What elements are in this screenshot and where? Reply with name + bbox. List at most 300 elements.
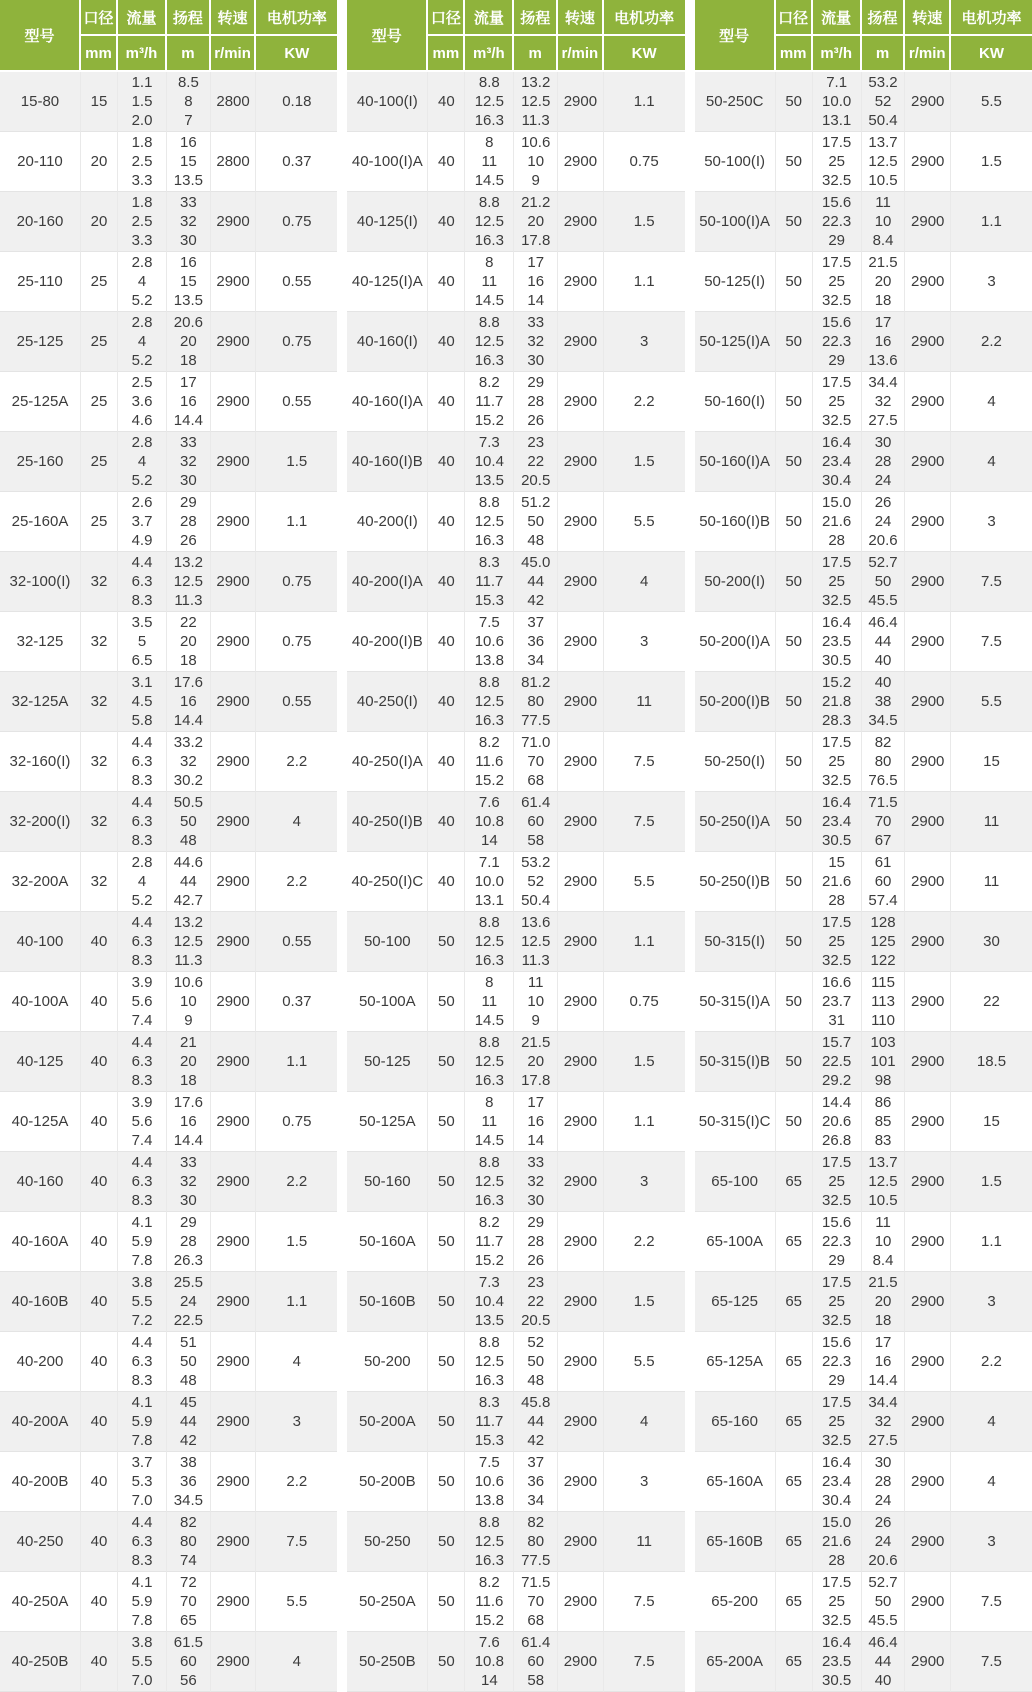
head-cell: 82 80 77.5 [514,1512,558,1572]
head-cell: 33 32 30 [514,312,558,372]
model-cell: 40-100A [0,972,81,1032]
power-cell: 3 [951,252,1032,312]
head-cell: 46.4 44 40 [862,1632,906,1692]
diameter-cell: 50 [428,1152,465,1212]
table-row [347,72,684,132]
col-header-power: 电机功率 [951,0,1032,36]
flow-cell: 17.5 25 32.5 [813,372,862,432]
head-cell: 61.4 60 58 [514,1632,558,1692]
speed-cell: 2900 [211,1332,257,1392]
diameter-cell: 50 [428,972,465,1032]
power-cell: 18.5 [951,1032,1032,1092]
model-cell: 50-125(I) [695,252,776,312]
speed-cell: 2900 [558,1632,604,1692]
head-cell: 34.4 32 27.5 [862,372,906,432]
head-cell: 17 16 13.6 [862,312,906,372]
power-cell: 5.5 [604,852,685,912]
model-cell: 40-100 [0,912,81,972]
model-cell: 50-125A [347,1092,428,1152]
head-cell: 37 36 34 [514,1452,558,1512]
speed-cell: 2900 [211,252,257,312]
power-cell: 0.55 [256,252,337,312]
diameter-cell: 40 [428,72,465,132]
speed-cell: 2900 [905,1032,951,1092]
speed-cell: 2900 [211,972,257,1032]
model-cell: 40-160(I)A [347,372,428,432]
head-cell: 61.5 60 56 [167,1632,211,1692]
table-row [0,312,337,372]
power-cell: 0.75 [256,552,337,612]
power-cell: 4 [951,1392,1032,1452]
table-row [0,72,337,132]
diameter-cell: 40 [428,132,465,192]
table-row [347,252,684,312]
diameter-cell: 25 [81,432,118,492]
pump-table-middle [347,0,684,1692]
flow-cell: 4.1 5.9 7.8 [118,1392,167,1452]
model-cell: 50-160 [347,1152,428,1212]
model-cell: 50-200B [347,1452,428,1512]
table-row [695,1452,1032,1512]
table-row [347,972,684,1032]
model-cell: 25-125 [0,312,81,372]
table-row [695,1512,1032,1572]
table-row [347,1212,684,1272]
model-cell: 50-100(I) [695,132,776,192]
model-cell: 50-160B [347,1272,428,1332]
diameter-cell: 15 [81,72,118,132]
table-row [347,1152,684,1212]
model-cell: 40-160 [0,1152,81,1212]
head-cell: 17 16 14.4 [862,1332,906,1392]
speed-cell: 2900 [905,492,951,552]
table-row [695,372,1032,432]
power-cell: 2.2 [604,1212,685,1272]
model-cell: 65-100 [695,1152,776,1212]
head-cell: 13.7 12.5 10.5 [862,132,906,192]
model-cell: 50-315(I)A [695,972,776,1032]
head-cell: 82 80 76.5 [862,732,906,792]
flow-cell: 14.4 20.6 26.8 [813,1092,862,1152]
table-row [347,372,684,432]
head-cell: 11 10 9 [514,972,558,1032]
flow-cell: 4.4 6.3 8.3 [118,732,167,792]
model-cell: 50-315(I) [695,912,776,972]
flow-cell: 8.8 12.5 16.3 [465,672,514,732]
speed-cell: 2900 [905,1632,951,1692]
speed-cell: 2900 [905,1272,951,1332]
power-cell: 11 [951,852,1032,912]
table-row [695,612,1032,672]
diameter-cell: 20 [81,132,118,192]
table-row [347,432,684,492]
power-cell: 2.2 [256,852,337,912]
diameter-cell: 50 [776,612,813,672]
speed-cell: 2900 [905,852,951,912]
head-cell: 29 28 26.3 [167,1212,211,1272]
table-row [695,912,1032,972]
model-cell: 25-110 [0,252,81,312]
power-cell: 7.5 [951,1632,1032,1692]
table-row [347,732,684,792]
flow-cell: 8.2 11.7 15.2 [465,1212,514,1272]
model-cell: 40-160(I)B [347,432,428,492]
col-header-flow-unit: m³/h [813,36,862,72]
head-cell: 23 22 20.5 [514,432,558,492]
col-header-power-unit: KW [951,36,1032,72]
power-cell: 4 [604,1392,685,1452]
head-cell: 17 16 14.4 [167,372,211,432]
model-cell: 32-200A [0,852,81,912]
table-row [695,552,1032,612]
flow-cell: 7.5 10.6 13.8 [465,1452,514,1512]
flow-cell: 8.8 12.5 16.3 [465,1332,514,1392]
col-header-power-unit: KW [256,36,337,72]
speed-cell: 2900 [905,192,951,252]
diameter-cell: 40 [428,792,465,852]
flow-cell: 17.5 25 32.5 [813,1572,862,1632]
table-row [695,1092,1032,1152]
diameter-cell: 65 [776,1332,813,1392]
head-cell: 72 70 65 [167,1572,211,1632]
head-cell: 38 36 34.5 [167,1452,211,1512]
speed-cell: 2900 [905,252,951,312]
model-cell: 50-200(I)A [695,612,776,672]
diameter-cell: 50 [776,852,813,912]
power-cell: 7.5 [604,1572,685,1632]
model-cell: 50-160(I) [695,372,776,432]
table-row [0,1272,337,1332]
head-cell: 26 24 20.6 [862,1512,906,1572]
power-cell: 2.2 [951,1332,1032,1392]
model-cell: 65-160 [695,1392,776,1452]
flow-cell: 7.6 10.8 14 [465,1632,514,1692]
flow-cell: 15 21.6 28 [813,852,862,912]
diameter-cell: 65 [776,1512,813,1572]
flow-cell: 7.3 10.4 13.5 [465,432,514,492]
power-cell: 1.1 [604,72,685,132]
model-cell: 32-200(I) [0,792,81,852]
diameter-cell: 50 [776,1092,813,1152]
table-row [0,252,337,312]
speed-cell: 2900 [211,1392,257,1452]
head-cell: 44.6 44 42.7 [167,852,211,912]
model-cell: 50-250A [347,1572,428,1632]
flow-cell: 4.1 5.9 7.8 [118,1212,167,1272]
col-header-head: 扬程 [514,0,558,36]
speed-cell: 2900 [211,792,257,852]
col-header-head: 扬程 [167,0,211,36]
table-row [347,492,684,552]
speed-cell: 2900 [905,372,951,432]
head-cell: 13.6 12.5 11.3 [514,912,558,972]
head-cell: 37 36 34 [514,612,558,672]
col-header-model: 型号 [347,0,428,72]
table-row [347,672,684,732]
power-cell: 4 [604,552,685,612]
head-cell: 25.5 24 22.5 [167,1272,211,1332]
diameter-cell: 50 [776,1032,813,1092]
power-cell: 5.5 [604,492,685,552]
diameter-cell: 25 [81,492,118,552]
diameter-cell: 50 [776,132,813,192]
speed-cell: 2900 [558,72,604,132]
flow-cell: 15.0 21.6 28 [813,492,862,552]
speed-cell: 2900 [558,1512,604,1572]
table-row [347,852,684,912]
speed-cell: 2900 [211,432,257,492]
speed-cell: 2800 [211,72,257,132]
table-row [0,852,337,912]
model-cell: 25-160 [0,432,81,492]
flow-cell: 3.5 5 6.5 [118,612,167,672]
model-cell: 20-110 [0,132,81,192]
flow-cell: 4.4 6.3 8.3 [118,1032,167,1092]
table-row [695,132,1032,192]
power-cell: 1.1 [951,192,1032,252]
model-cell: 50-200(I)B [695,672,776,732]
pump-table-right [695,0,1032,1692]
diameter-cell: 40 [428,192,465,252]
speed-cell: 2900 [558,1332,604,1392]
model-cell: 50-200(I) [695,552,776,612]
diameter-cell: 40 [428,552,465,612]
speed-cell: 2900 [558,612,604,672]
speed-cell: 2900 [905,792,951,852]
flow-cell: 8.8 12.5 16.3 [465,1032,514,1092]
speed-cell: 2900 [905,1392,951,1452]
power-cell: 3 [604,1452,685,1512]
power-cell: 1.5 [951,132,1032,192]
power-cell: 0.55 [256,912,337,972]
head-cell: 34.4 32 27.5 [862,1392,906,1452]
model-cell: 50-200 [347,1332,428,1392]
flow-cell: 16.4 23.5 30.5 [813,1632,862,1692]
diameter-cell: 65 [776,1212,813,1272]
model-cell: 50-160A [347,1212,428,1272]
flow-cell: 15.6 22.3 29 [813,192,862,252]
model-cell: 40-250(I)C [347,852,428,912]
power-cell: 1.5 [604,192,685,252]
model-cell: 32-125 [0,612,81,672]
speed-cell: 2900 [558,1032,604,1092]
speed-cell: 2900 [211,1212,257,1272]
head-cell: 17 16 14 [514,252,558,312]
power-cell: 7.5 [951,552,1032,612]
col-header-model: 型号 [695,0,776,72]
flow-cell: 2.8 4 5.2 [118,432,167,492]
flow-cell: 7.1 10.0 13.1 [813,72,862,132]
table-row [695,72,1032,132]
flow-cell: 4.1 5.9 7.8 [118,1572,167,1632]
table-row [0,1392,337,1452]
speed-cell: 2900 [558,1092,604,1152]
flow-cell: 3.9 5.6 7.4 [118,1092,167,1152]
head-cell: 26 24 20.6 [862,492,906,552]
table-row [0,1632,337,1692]
speed-cell: 2900 [905,1572,951,1632]
flow-cell: 8.8 12.5 16.3 [465,912,514,972]
speed-cell: 2900 [211,1032,257,1092]
flow-cell: 8.8 12.5 16.3 [465,312,514,372]
flow-cell: 17.5 25 32.5 [813,1392,862,1452]
diameter-cell: 40 [428,852,465,912]
power-cell: 7.5 [604,1632,685,1692]
diameter-cell: 50 [776,492,813,552]
power-cell: 4 [951,372,1032,432]
diameter-cell: 40 [428,432,465,492]
flow-cell: 8.2 11.6 15.2 [465,732,514,792]
power-cell: 2.2 [604,372,685,432]
flow-cell: 4.4 6.3 8.3 [118,1512,167,1572]
power-cell: 0.75 [256,312,337,372]
head-cell: 21 20 18 [167,1032,211,1092]
pump-table-left [0,0,337,1692]
flow-cell: 15.6 22.3 29 [813,1212,862,1272]
table-row [0,1512,337,1572]
model-cell: 40-125A [0,1092,81,1152]
col-header-diameter: 口径 [428,0,465,36]
table-header [0,0,337,72]
power-cell: 5.5 [256,1572,337,1632]
speed-cell: 2900 [211,852,257,912]
speed-cell: 2900 [558,792,604,852]
head-cell: 13.2 12.5 11.3 [514,72,558,132]
table-row [695,1152,1032,1212]
table-row [0,792,337,852]
diameter-cell: 40 [81,1392,118,1452]
model-cell: 40-125(I) [347,192,428,252]
diameter-cell: 40 [428,492,465,552]
table-row [695,672,1032,732]
model-cell: 50-250B [347,1632,428,1692]
speed-cell: 2900 [558,372,604,432]
head-cell: 13.2 12.5 11.3 [167,552,211,612]
power-cell: 15 [951,1092,1032,1152]
flow-cell: 4.4 6.3 8.3 [118,1332,167,1392]
speed-cell: 2900 [558,672,604,732]
speed-cell: 2900 [558,1152,604,1212]
power-cell: 1.5 [604,1032,685,1092]
head-cell: 81.2 80 77.5 [514,672,558,732]
power-cell: 1.1 [256,1032,337,1092]
table-row [347,1032,684,1092]
head-cell: 52.7 50 45.5 [862,1572,906,1632]
diameter-cell: 50 [776,72,813,132]
power-cell: 3 [256,1392,337,1452]
diameter-cell: 40 [428,612,465,672]
diameter-cell: 50 [776,552,813,612]
table-row [0,192,337,252]
speed-cell: 2900 [905,132,951,192]
flow-cell: 17.5 25 32.5 [813,552,862,612]
head-cell: 50.5 50 48 [167,792,211,852]
speed-cell: 2900 [905,1452,951,1512]
diameter-cell: 40 [428,372,465,432]
speed-cell: 2900 [211,732,257,792]
flow-cell: 7.6 10.8 14 [465,792,514,852]
diameter-cell: 65 [776,1452,813,1512]
flow-cell: 2.8 4 5.2 [118,852,167,912]
head-cell: 33 32 30 [167,432,211,492]
flow-cell: 7.5 10.6 13.8 [465,612,514,672]
power-cell: 0.75 [256,192,337,252]
head-cell: 21.5 20 18 [862,252,906,312]
col-header-head: 扬程 [862,0,906,36]
speed-cell: 2900 [211,1632,257,1692]
col-header-power: 电机功率 [256,0,337,36]
diameter-cell: 50 [776,972,813,1032]
diameter-cell: 65 [776,1572,813,1632]
model-cell: 65-125 [695,1272,776,1332]
model-cell: 40-200A [0,1392,81,1452]
model-cell: 25-125A [0,372,81,432]
table-row [347,912,684,972]
table-row [695,732,1032,792]
flow-cell: 7.1 10.0 13.1 [465,852,514,912]
speed-cell: 2900 [211,912,257,972]
model-cell: 40-100(I)A [347,132,428,192]
model-cell: 50-100A [347,972,428,1032]
flow-cell: 17.5 25 32.5 [813,1152,862,1212]
diameter-cell: 40 [81,972,118,1032]
power-cell: 22 [951,972,1032,1032]
power-cell: 0.18 [256,72,337,132]
model-cell: 65-160A [695,1452,776,1512]
model-cell: 40-200B [0,1452,81,1512]
speed-cell: 2900 [558,1572,604,1632]
diameter-cell: 50 [428,1272,465,1332]
model-cell: 20-160 [0,192,81,252]
power-cell: 2.2 [951,312,1032,372]
diameter-cell: 50 [776,312,813,372]
flow-cell: 16.4 23.4 30.4 [813,1452,862,1512]
speed-cell: 2900 [211,672,257,732]
diameter-cell: 50 [428,1092,465,1152]
diameter-cell: 40 [81,1032,118,1092]
model-cell: 40-125(I)A [347,252,428,312]
speed-cell: 2900 [905,1152,951,1212]
table-row [695,1332,1032,1392]
diameter-cell: 32 [81,732,118,792]
flow-cell: 2.5 3.6 4.6 [118,372,167,432]
speed-cell: 2900 [211,1452,257,1512]
head-cell: 52 50 48 [514,1332,558,1392]
table-row [0,1032,337,1092]
flow-cell: 1.1 1.5 2.0 [118,72,167,132]
head-cell: 53.2 52 50.4 [862,72,906,132]
table-row [0,1212,337,1272]
col-header-diameter-unit: mm [81,36,118,72]
power-cell: 3 [604,1152,685,1212]
head-cell: 51.2 50 48 [514,492,558,552]
flow-cell: 4.4 6.3 8.3 [118,1152,167,1212]
table-row [0,552,337,612]
flow-cell: 3.1 4.5 5.8 [118,672,167,732]
head-cell: 13.7 12.5 10.5 [862,1152,906,1212]
head-cell: 45.8 44 42 [514,1392,558,1452]
head-cell: 86 85 83 [862,1092,906,1152]
flow-cell: 8.3 11.7 15.3 [465,552,514,612]
flow-cell: 8.2 11.7 15.2 [465,372,514,432]
speed-cell: 2900 [905,432,951,492]
diameter-cell: 50 [776,672,813,732]
power-cell: 4 [256,1332,337,1392]
speed-cell: 2800 [211,132,257,192]
head-cell: 30 28 24 [862,1452,906,1512]
power-cell: 5.5 [604,1332,685,1392]
model-cell: 50-250(I) [695,732,776,792]
